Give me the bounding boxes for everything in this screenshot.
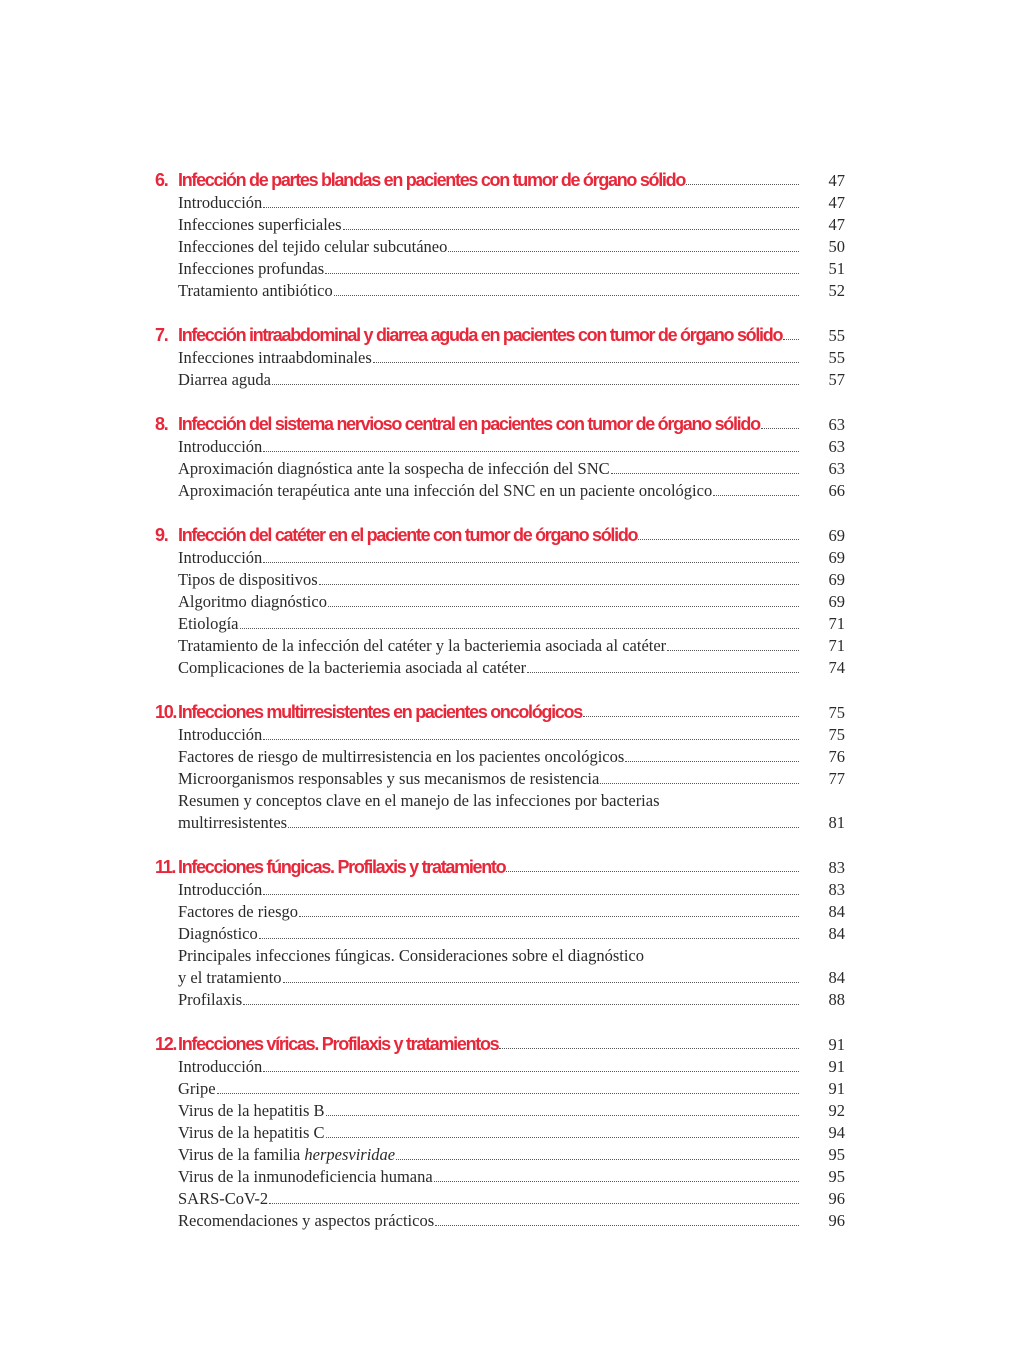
entry-page-number: 84: [828, 968, 845, 987]
toc-entry[interactable]: [155, 1078, 845, 1100]
entry-page-number: 95: [828, 1145, 845, 1164]
entry-title[interactable]: [155, 280, 333, 302]
entry-title-text: Profilaxis: [178, 990, 243, 1009]
toc-chapter: [155, 855, 845, 1011]
dot-leader: [269, 1203, 799, 1204]
dot-leader: [600, 783, 799, 784]
toc-chapter: [155, 523, 845, 679]
entry-page-number: 47: [828, 215, 845, 234]
toc-entry[interactable]: [155, 569, 845, 591]
entry-title-text: Introducción: [178, 548, 263, 567]
toc-entry[interactable]: [155, 989, 845, 1011]
toc-entry[interactable]: [155, 901, 845, 923]
entry-title[interactable]: [155, 1166, 433, 1188]
entry-title-text: Tipos de dispositivos: [178, 570, 318, 589]
toc-entry[interactable]: [155, 879, 845, 901]
entry-title[interactable]: [155, 635, 666, 657]
dot-leader: [263, 207, 799, 208]
chapter-page-number: 69: [828, 526, 845, 545]
entry-page-number: 84: [828, 902, 845, 921]
entry-title[interactable]: [155, 613, 239, 635]
entry-title-text: Algoritmo diagnóstico: [178, 592, 327, 611]
toc-entry[interactable]: [155, 369, 845, 391]
chapter-title[interactable]: Infección intraabdominal y diarrea aguda en pacientes con tumor de órgano sólido: [178, 325, 783, 345]
toc-entry[interactable]: [155, 1166, 845, 1188]
chapter-page-number: 55: [828, 326, 845, 345]
dot-leader: [319, 584, 799, 585]
toc-entry[interactable]: [155, 214, 845, 236]
toc-entry[interactable]: [155, 458, 845, 480]
dot-leader: [259, 938, 799, 939]
dot-leader: [434, 1181, 799, 1182]
entry-page-number: 77: [828, 769, 845, 788]
toc-chapter: [155, 412, 845, 502]
dot-leader: [326, 1137, 799, 1138]
entry-title-text: Aproximación terapéutica ante una infección del SNC en un paciente oncológico: [178, 481, 713, 500]
dot-leader: [686, 184, 799, 185]
entry-title[interactable]: [155, 236, 447, 258]
chapter-page-number: 91: [828, 1035, 845, 1054]
dot-leader: [527, 672, 799, 673]
toc-entry[interactable]: [155, 657, 845, 679]
entry-title[interactable]: [155, 1100, 325, 1122]
chapter-number: 7.: [155, 325, 168, 345]
chapter-heading[interactable]: [155, 523, 845, 547]
toc-entry[interactable]: [155, 480, 845, 502]
entry-page-number: 84: [828, 924, 845, 943]
dot-leader: [240, 628, 800, 629]
dot-leader: [283, 982, 799, 983]
entry-page-number: 91: [828, 1057, 845, 1076]
chapter-title[interactable]: Infección de partes blandas en pacientes con tumor de órgano sólido: [178, 170, 686, 190]
entry-title-text: Infecciones del tejido celular subcutáneo: [178, 237, 448, 256]
chapter-number: 6.: [155, 170, 168, 190]
entry-title[interactable]: [155, 746, 624, 768]
chapter-heading[interactable]: [155, 323, 845, 347]
entry-title[interactable]: [155, 214, 342, 236]
entry-title[interactable]: [155, 657, 526, 679]
entry-title[interactable]: [155, 347, 372, 369]
entry-title[interactable]: [155, 436, 262, 458]
entry-title[interactable]: [155, 1188, 268, 1210]
entry-page-number: 52: [828, 281, 845, 300]
entry-page-number: 71: [828, 614, 845, 633]
entry-page-number: 96: [828, 1189, 845, 1208]
chapter-heading[interactable]: [155, 168, 845, 192]
chapter-number: 8.: [155, 414, 168, 434]
entry-title[interactable]: [155, 591, 327, 613]
entry-page-number: 75: [828, 725, 845, 744]
entry-title[interactable]: [155, 569, 318, 591]
entry-page-number: 92: [828, 1101, 845, 1120]
table-of-contents: [155, 168, 845, 1253]
toc-entry[interactable]: [155, 1122, 845, 1144]
dot-leader: [499, 1048, 799, 1049]
entry-title-text: Gripe: [178, 1079, 216, 1098]
toc-entry-line[interactable]: [155, 790, 845, 812]
entry-title[interactable]: [155, 901, 298, 923]
toc-entry[interactable]: [155, 436, 845, 458]
dot-leader: [783, 339, 799, 340]
toc-chapter: [155, 168, 845, 302]
entry-page-number: 63: [828, 437, 845, 456]
dot-leader: [761, 428, 799, 429]
entry-title-text: Introducción: [178, 880, 263, 899]
toc-entry[interactable]: [155, 635, 845, 657]
entry-page-number: 96: [828, 1211, 845, 1230]
entry-title[interactable]: [155, 879, 262, 901]
entry-title-text: Tratamiento antibiótico: [178, 281, 333, 300]
entry-page-number: 51: [828, 259, 845, 278]
dot-leader: [272, 384, 799, 385]
toc-entry[interactable]: [155, 1144, 845, 1166]
entry-page-number: 69: [828, 570, 845, 589]
toc-entry[interactable]: [155, 236, 845, 258]
entry-page-number: 83: [828, 880, 845, 899]
entry-title[interactable]: [155, 1144, 395, 1166]
chapter-page-number: 75: [828, 703, 845, 722]
entry-title-italic: herpesviridae: [304, 1145, 396, 1164]
toc-entry[interactable]: [155, 547, 845, 569]
entry-title-text: Introducción: [178, 193, 263, 212]
entry-title[interactable]: Principales infecciones fúngicas. Consideraciones sobre el diagnóstico: [178, 946, 644, 965]
entry-title-text: Introducción: [178, 437, 263, 456]
entry-title-text: Tratamiento de la infección del catéter y la bacteriemia asociada al catéter: [178, 636, 667, 655]
toc-entry[interactable]: [155, 258, 845, 280]
entry-title-text: Etiología: [178, 614, 239, 633]
dot-leader: [638, 539, 799, 540]
dot-leader: [299, 916, 799, 917]
dot-leader: [325, 273, 799, 274]
entry-title[interactable]: [155, 1078, 216, 1100]
dot-leader: [713, 495, 799, 496]
entry-title-continued[interactable]: y el tratamiento: [178, 968, 282, 987]
entry-page-number: 95: [828, 1167, 845, 1186]
dot-leader: [435, 1225, 799, 1226]
entry-title[interactable]: [155, 480, 712, 502]
entry-title-text: Diagnóstico: [178, 924, 258, 943]
entry-title-text: Diarrea aguda: [178, 370, 271, 389]
toc-entry[interactable]: [155, 812, 845, 834]
dot-leader: [263, 1071, 799, 1072]
entry-page-number: 66: [828, 481, 845, 500]
dot-leader: [583, 716, 799, 717]
entry-page-number: 47: [828, 193, 845, 212]
toc-entry[interactable]: [155, 280, 845, 302]
entry-title-text: Microorganismos responsables y sus mecanismos de resistencia: [178, 769, 600, 788]
dot-leader: [263, 894, 799, 895]
entry-page-number: 55: [828, 348, 845, 367]
entry-title-text: Factores de riesgo: [178, 902, 299, 921]
entry-title-text: Complicaciones de la bacteriemia asociada al catéter: [178, 658, 527, 677]
entry-title[interactable]: [155, 458, 610, 480]
entry-title[interactable]: [155, 1210, 434, 1232]
dot-leader: [243, 1004, 799, 1005]
dot-leader: [396, 1159, 799, 1160]
entry-title[interactable]: [155, 1056, 262, 1078]
entry-title[interactable]: [155, 192, 262, 214]
dot-leader: [448, 251, 799, 252]
dot-leader: [667, 650, 799, 651]
entry-title[interactable]: [155, 724, 262, 746]
entry-title-text: Virus de la hepatitis C: [178, 1123, 325, 1142]
toc-entry[interactable]: [155, 768, 845, 790]
entry-page-number: 94: [828, 1123, 845, 1142]
entry-page-number: 74: [828, 658, 845, 677]
entry-title-text: Infecciones intraabdominales: [178, 348, 372, 367]
toc-entry[interactable]: [155, 923, 845, 945]
entry-title-text: Aproximación diagnóstica ante la sospecha de infección del SNC: [178, 459, 610, 478]
toc-chapter: [155, 700, 845, 834]
chapter-heading[interactable]: [155, 1032, 845, 1056]
dot-leader: [506, 871, 799, 872]
dot-leader: [217, 1093, 799, 1094]
dot-leader: [328, 606, 799, 607]
entry-title-continued[interactable]: multirresistentes: [178, 813, 288, 832]
chapter-page-number: 47: [828, 171, 845, 190]
chapter-number: 12.: [155, 1034, 177, 1054]
entry-title-text: Recomendaciones y aspectos prácticos: [178, 1211, 435, 1230]
chapter-number: 11.: [155, 857, 176, 877]
toc-entry[interactable]: [155, 347, 845, 369]
entry-page-number: 88: [828, 990, 845, 1009]
toc-entry[interactable]: [155, 1188, 845, 1210]
entry-title-text: Infecciones profundas: [178, 259, 325, 278]
chapter-heading[interactable]: [155, 855, 845, 879]
entry-title-text: Virus de la familia: [178, 1145, 301, 1164]
dot-leader: [343, 229, 799, 230]
toc-entry[interactable]: [155, 1100, 845, 1122]
toc-entry[interactable]: [155, 192, 845, 214]
entry-title[interactable]: [155, 547, 262, 569]
chapter-title[interactable]: Infecciones fúngicas. Profilaxis y tratamiento: [178, 857, 506, 877]
entry-title-text: Introducción: [178, 1057, 263, 1076]
entry-page-number: 50: [828, 237, 845, 256]
toc-entry[interactable]: [155, 746, 845, 768]
chapter-page-number: 63: [828, 415, 845, 434]
chapter-page-number: 83: [828, 858, 845, 877]
chapter-heading[interactable]: [155, 412, 845, 436]
entry-title[interactable]: [155, 768, 599, 790]
toc-chapter: [155, 1032, 845, 1232]
toc-entry[interactable]: [155, 1210, 845, 1232]
entry-title-text: Virus de la hepatitis B: [178, 1101, 325, 1120]
entry-title-text: Factores de riesgo de multirresistencia en los pacientes oncológicos: [178, 747, 625, 766]
dot-leader: [611, 473, 799, 474]
toc-entry[interactable]: [155, 724, 845, 746]
entry-title[interactable]: [155, 1122, 325, 1144]
toc-entry[interactable]: [155, 591, 845, 613]
chapter-title[interactable]: Infección del catéter en el paciente con tumor de órgano sólido: [178, 525, 638, 545]
dot-leader: [263, 451, 799, 452]
entry-title-text: SARS-CoV-2: [178, 1189, 269, 1208]
dot-leader: [288, 827, 799, 828]
toc-entry[interactable]: [155, 967, 845, 989]
entry-title-text: Virus de la inmunodeficiencia humana: [178, 1167, 433, 1186]
entry-page-number: 57: [828, 370, 845, 389]
entry-page-number: 81: [828, 813, 845, 832]
entry-page-number: 76: [828, 747, 845, 766]
toc-chapter: [155, 323, 845, 391]
chapter-number: 10.: [155, 702, 177, 722]
dot-leader: [263, 739, 799, 740]
entry-page-number: 69: [828, 592, 845, 611]
chapter-title[interactable]: Infección del sistema nervioso central en pacientes con tumor de órgano sólido: [178, 414, 760, 434]
dot-leader: [373, 362, 799, 363]
dot-leader: [334, 295, 799, 296]
toc-entry[interactable]: [155, 613, 845, 635]
entry-page-number: 71: [828, 636, 845, 655]
entry-title[interactable]: [155, 923, 258, 945]
entry-page-number: 69: [828, 548, 845, 567]
entry-title[interactable]: [155, 369, 271, 391]
chapter-title[interactable]: Infecciones multirresistentes en pacientes oncológicos: [178, 702, 582, 722]
chapter-title[interactable]: Infecciones víricas. Profilaxis y tratamientos: [178, 1034, 499, 1054]
entry-title[interactable]: Resumen y conceptos clave en el manejo de las infecciones por bacterias: [178, 791, 660, 810]
entry-title[interactable]: [155, 258, 324, 280]
toc-entry-line[interactable]: [155, 945, 845, 967]
entry-title-text: Introducción: [178, 725, 263, 744]
chapter-heading[interactable]: [155, 700, 845, 724]
dot-leader: [326, 1115, 799, 1116]
entry-page-number: 63: [828, 459, 845, 478]
entry-page-number: 91: [828, 1079, 845, 1098]
entry-title-text: Infecciones superficiales: [178, 215, 342, 234]
entry-title[interactable]: [155, 989, 242, 1011]
dot-leader: [625, 761, 799, 762]
dot-leader: [263, 562, 799, 563]
toc-entry[interactable]: [155, 1056, 845, 1078]
chapter-number: 9.: [155, 525, 168, 545]
